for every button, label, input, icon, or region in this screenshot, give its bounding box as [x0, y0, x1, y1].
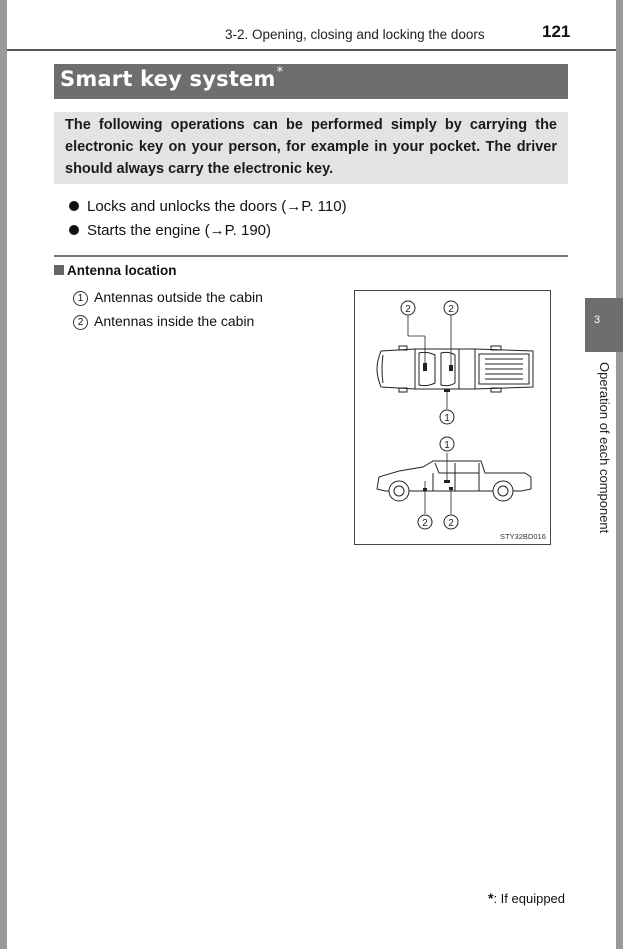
callout-label: 2 — [448, 304, 454, 315]
antenna-legend — [73, 285, 263, 333]
bullet-item — [69, 219, 347, 243]
bullet-list — [69, 195, 347, 243]
chapter-label: Operation of each component — [597, 362, 612, 534]
figure-code: STY32BD016 — [500, 532, 546, 541]
page-header — [7, 0, 616, 50]
legend-number: 1 — [73, 291, 88, 306]
footnote-text: : If equipped — [493, 891, 566, 906]
antenna-heading-text: Antenna location — [67, 263, 177, 278]
antenna-heading — [54, 263, 177, 278]
antenna-marks-top — [423, 363, 453, 392]
bullet-text: Locks and unlocks the doors (→P. 110) — [87, 198, 347, 215]
intro-box — [54, 112, 568, 184]
legend-item — [73, 285, 263, 309]
header-title: 3-2. Opening, closing and locking the doors — [225, 27, 485, 42]
section-title-text: Smart key system — [60, 67, 276, 91]
page-number: 121 — [542, 22, 571, 41]
chapter-tab — [585, 298, 623, 352]
section-title-bar — [54, 64, 568, 99]
legend-label: Antennas inside the cabin — [94, 313, 255, 329]
section-divider — [54, 255, 568, 257]
bullet-item — [69, 195, 347, 219]
antenna-figure — [354, 290, 551, 545]
truck-diagram — [355, 291, 550, 544]
legend-number: 2 — [73, 315, 88, 330]
callout-label: 1 — [444, 440, 450, 451]
bullet-dot-icon — [69, 201, 79, 211]
antenna-marks-side — [423, 480, 453, 491]
chapter-number: 3 — [593, 314, 601, 326]
heading-square-icon — [54, 265, 64, 275]
footnote-mark: * — [488, 890, 494, 906]
manual-page — [7, 0, 616, 949]
legend-item — [73, 309, 263, 333]
callout-label: 1 — [444, 413, 450, 424]
truck-top-view — [377, 346, 533, 392]
legend-label: Antennas outside the cabin — [94, 289, 263, 305]
intro-text: The following operations can be performed simply by carrying the electronic key on your person, for example in your pocket. The driver should always carry the electronic key. — [65, 117, 557, 177]
bullet-text: Starts the engine (→P. 190) — [87, 222, 271, 239]
equipped-mark: * — [276, 65, 284, 80]
bullet-dot-icon — [69, 225, 79, 235]
footnote — [488, 890, 565, 906]
callout-label: 2 — [405, 304, 411, 315]
callout-label: 2 — [448, 518, 454, 529]
section-title — [60, 67, 283, 91]
truck-side-view — [377, 461, 531, 501]
callout-label: 2 — [422, 518, 428, 529]
header-divider — [7, 49, 616, 51]
